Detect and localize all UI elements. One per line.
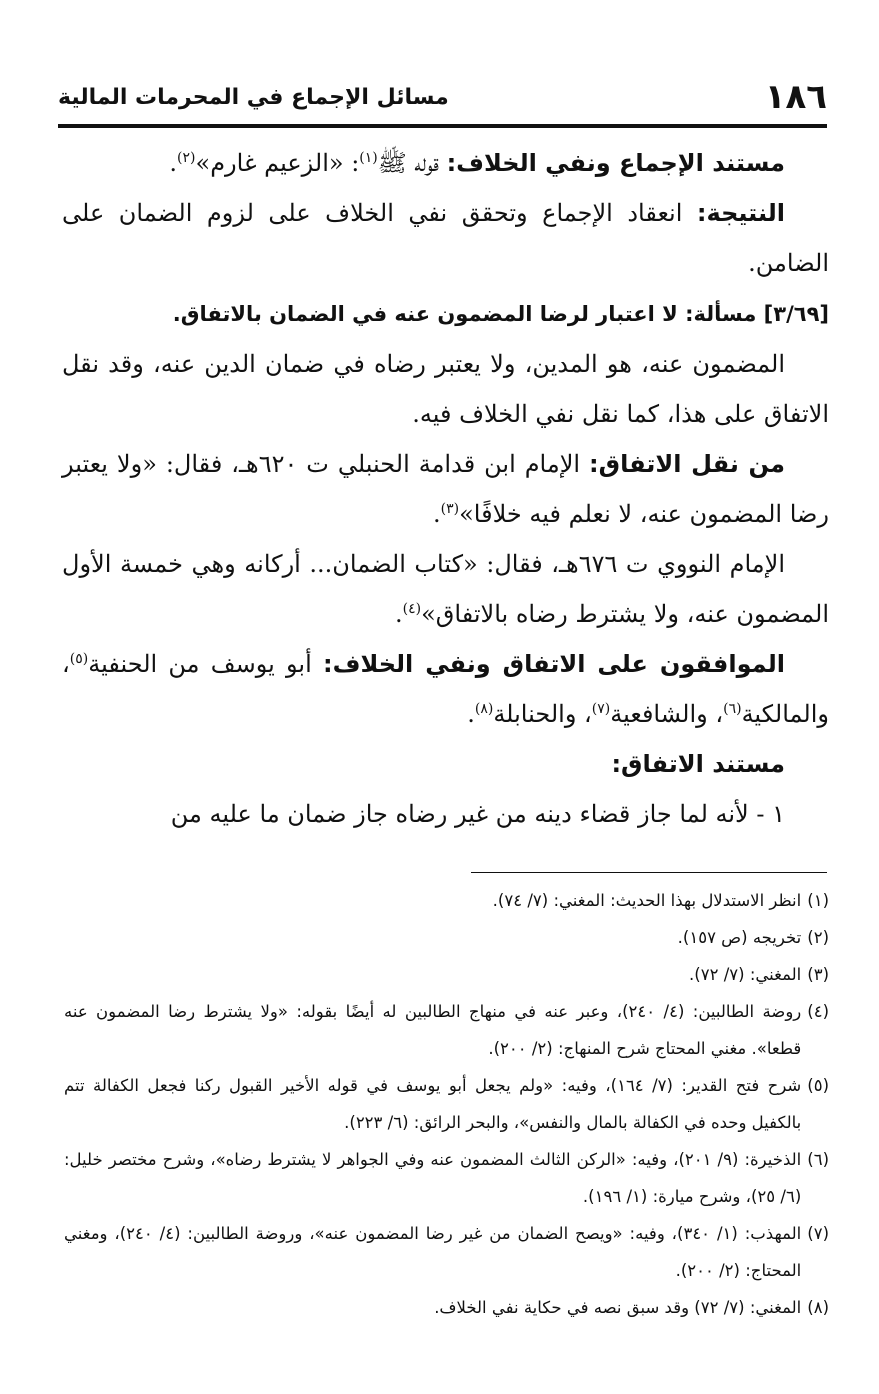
paragraph-evidence xyxy=(62,138,829,188)
section-label: من نقل الاتفاق: xyxy=(589,450,786,478)
issue-title: [٣/٦٩] مسألة: لا اعتبار لرضا المضمون عنه في الضمان بالاتفاق. xyxy=(172,302,829,326)
page-header xyxy=(58,70,827,124)
paragraph-evidence-point xyxy=(62,789,829,839)
footnote xyxy=(64,1289,829,1326)
paragraph-text: أبو يوسف من الحنفية xyxy=(88,650,323,678)
footnote xyxy=(64,919,829,956)
main-text xyxy=(62,138,829,839)
footnote-number: (٤) xyxy=(807,1002,829,1021)
footnote-text: شرح فتح القدير: (٧/ ١٦٤)، وفيه: «ولم يجعل أبو يوسف في قوله الأخير القبول ركنا فجعل الكفالة تتم بالكفيل وحده في الكفالة بالمال والنفس»، والبحر الرائق: (٦/ ٢٢٣). xyxy=(64,1076,802,1132)
footnote-number: (٣) xyxy=(807,965,829,984)
footnote-ref: (٣) xyxy=(440,501,460,517)
paragraph-text: . xyxy=(467,700,475,728)
footnote-ref: (٤) xyxy=(402,601,422,617)
section-label: النتيجة: xyxy=(696,199,785,227)
paragraph-text: ، والشافعية xyxy=(610,700,724,728)
paragraph-text: ، والحنابلة xyxy=(493,700,592,728)
footnote-ref: (٦) xyxy=(723,701,742,717)
paragraph-text: الإمام ابن قدامة الحنبلي ت ٦٢٠هـ، فقال: «ولا يعتبر رضا المضمون عنه، لا نعلم فيه خلافًا» xyxy=(62,450,829,528)
footnote-text: المغني: (٧/ ٧٢) وقد سبق نصه في حكاية نفي الخلاف. xyxy=(434,1298,802,1317)
footnotes xyxy=(64,882,829,1326)
footnote-text: المهذب: (١/ ٣٤٠)، وفيه: «ويصح الضمان من غير رضا المضمون عنه»، وروضة الطالبين: (٤/ ٢٤٠)، ومغني المحتاج: (٢/ ٢٠٠). xyxy=(64,1224,802,1280)
paragraph-definition xyxy=(62,339,829,439)
issue-heading xyxy=(62,288,829,339)
footnote xyxy=(64,956,829,993)
footnote xyxy=(64,1067,829,1141)
section-label: الموافقون على الاتفاق ونفي الخلاف: xyxy=(323,650,785,678)
paragraph-text: : «الزعيم غارم» xyxy=(195,149,360,177)
footnote-ref: (٨) xyxy=(474,701,494,717)
footnote-text: انظر الاستدلال بهذا الحديث: المغني: (٧/ ٧٤). xyxy=(492,891,802,910)
footnote-ref: (٥) xyxy=(69,651,89,667)
paragraph-text: . xyxy=(433,500,441,528)
paragraph-text: ١ - لأنه لما جاز قضاء دينه من غير رضاه جاز ضمان ما عليه من xyxy=(170,800,785,828)
section-label: مستند الاتفاق: xyxy=(611,750,785,778)
footnote-number: (٦) xyxy=(807,1150,829,1169)
paragraph-text: . xyxy=(394,600,403,628)
footnote xyxy=(64,882,829,919)
paragraph-evidence-heading xyxy=(62,739,829,789)
paragraph-result xyxy=(62,188,829,288)
section-label: مستند الإجماع ونفي الخلاف: xyxy=(446,149,785,177)
paragraph-text: الإمام النووي ت ٦٧٦هـ، فقال: «كتاب الضمان... أركانه وهي خمسة الأول المضمون عنه، ولا يشترط رضاه بالاتفاق» xyxy=(62,550,829,628)
footnote-text: تخريجه (ص ١٥٧). xyxy=(677,928,802,947)
paragraph-nawawi xyxy=(62,539,829,639)
footnote-number: (٨) xyxy=(807,1298,829,1317)
footnote-number: (٧) xyxy=(807,1224,829,1243)
footnote xyxy=(64,1215,829,1289)
footnote-number: (٥) xyxy=(807,1076,829,1095)
page-number: ١٨٦ xyxy=(764,77,827,117)
footnote-ref: (١) xyxy=(359,150,378,166)
paragraph-consensus-source xyxy=(62,439,829,539)
paragraph-text: ، والمالكية xyxy=(62,650,829,728)
footnote-number: (٢) xyxy=(807,928,829,947)
paragraph-text: . xyxy=(169,149,178,177)
paragraph-text: انعقاد الإجماع وتحقق نفي الخلاف على لزوم الضمان على الضامن. xyxy=(62,199,829,277)
footnote-text: الذخيرة: (٩/ ٢٠١)، وفيه: «الركن الثالث المضمون عنه وفي الجواهر لا يشترط رضاه»، وشرح مختصر خليل: (٦/ ٢٥)، وشرح ميارة: (١/ ١٩٦). xyxy=(64,1150,802,1206)
footnote-separator xyxy=(471,872,827,873)
footnote-ref: (٧) xyxy=(591,701,611,717)
header-rule xyxy=(58,124,827,128)
footnote-ref: (٢) xyxy=(177,150,196,166)
footnote-number: (١) xyxy=(807,891,829,910)
paragraph-text: المضمون عنه، هو المدين، ولا يعتبر رضاه في ضمان الدين عنه، وقد نقل الاتفاق على هذا، كما نقل نفي الخلاف فيه. xyxy=(62,350,829,428)
paragraph-text: قوله ﷺ xyxy=(377,149,447,177)
footnote-text: روضة الطالبين: (٤/ ٢٤٠)، وعبر عنه في منهاج الطالبين له أيضًا بقوله: «ولا يشترط رضا المضمون عنه قطعا». مغني المحتاج شرح المنهاج: (٢/ ٢٠٠). xyxy=(64,1002,802,1058)
footnote xyxy=(64,993,829,1067)
running-title: مسائل الإجماع في المحرمات المالية xyxy=(58,84,449,110)
footnote xyxy=(64,1141,829,1215)
paragraph-agreeing xyxy=(62,639,829,739)
footnote-text: المغني: (٧/ ٧٢). xyxy=(689,965,802,984)
